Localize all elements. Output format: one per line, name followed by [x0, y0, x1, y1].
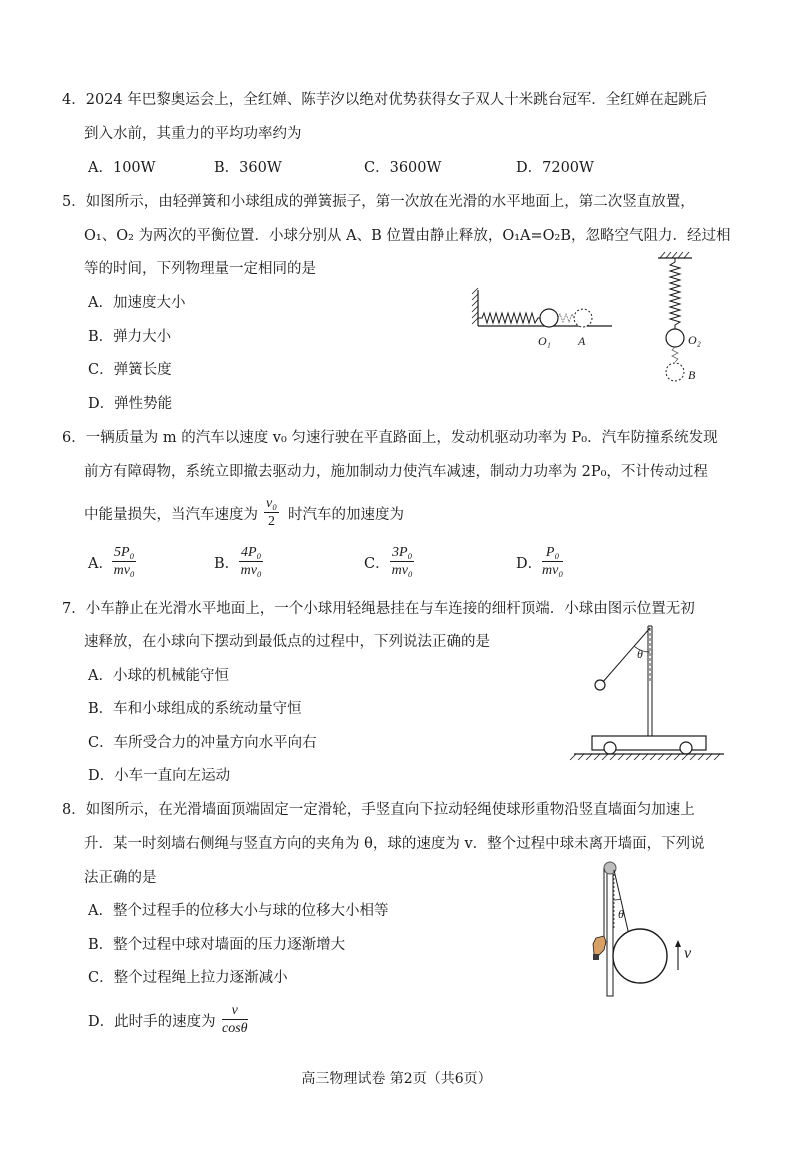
q5-stem-line1: 5．如图所示，由轻弹簧和小球组成的弹簧振子，第一次放在光滑的水平地面上，第二次竖直放置， [62, 194, 695, 210]
q6-fraction-den: 2 [268, 514, 276, 529]
q7-stem-line2: 速释放，在小球向下摆动到最低点的过程中，下列说法正确的是 [84, 634, 490, 650]
q8-stem-line1: 8．如图所示，在光滑墙面顶端固定一定滑轮，手竖直向下拉动轻绳使球形重物沿竖直墙面匀加速上 [62, 802, 695, 818]
q8-stem-line3: 法正确的是 [84, 870, 157, 886]
q8-label-theta: θ [618, 907, 624, 921]
q5-option-d: D．弹性势能 [88, 396, 173, 412]
q6-option-d-den: mv₀ [542, 563, 564, 578]
q6-stem-line2: 前方有障碍物，系统立即撤去驱动力，施加制动力使汽车减速，制动力功率为 2P₀，不计传动过程 [84, 464, 708, 480]
q5-option-a: A．加速度大小 [88, 295, 186, 311]
q7-option-c: C．车所受合力的冲量方向水平向右 [88, 735, 317, 751]
q4-stem-line2: 到入水前，其重力的平均功率约为 [84, 126, 302, 142]
q8-option-d-num: v [222, 1002, 248, 1020]
q5-label-a: A [578, 334, 586, 348]
q6-option-a-den: mv₀ [113, 563, 135, 578]
q6-option-a-num: 5P₀ [114, 545, 135, 560]
page-footer: 高三物理试卷 第2页（共6页） [301, 1071, 492, 1087]
q7-pendulum-cart-figure [568, 622, 728, 762]
q7-option-a: A．小球的机械能守恒 [88, 668, 229, 684]
q5-option-c: C．弹簧长度 [88, 362, 172, 378]
q8-stem-line2: 升．某一时刻墙右侧绳与竖直方向的夹角为 θ，球的速度为 v．整个过程中球未离开墙面，下列说 [84, 836, 705, 852]
q4-option-d: D．7200W [516, 160, 594, 176]
q7-label-theta: θ [637, 647, 643, 661]
q6-stem-line3-post: 时汽车的加速度为 [288, 507, 404, 523]
q6-option-d-num: P₀ [542, 544, 563, 562]
q6-option-c-label: C． [364, 556, 390, 572]
q8-option-a: A．整个过程手的位移大小与球的位移大小相等 [88, 903, 389, 919]
q6-option-d-label: D． [516, 556, 543, 572]
q8-option-d-pre: D．此时手的速度为 [88, 1014, 216, 1030]
q6-option-c-num: 3P₀ [392, 545, 413, 560]
q7-stem-line1: 7．小车静止在光滑水平地面上，一个小球用轻绳悬挂在与车连接的细杆顶端．小球由图示位置无初 [62, 601, 695, 617]
q8-option-c: C．整个过程绳上拉力逐渐减小 [88, 970, 288, 986]
q6-option-b-label: B． [214, 556, 240, 572]
q6-option-b-fraction [239, 544, 263, 579]
q8-option-b: B．整个过程中球对墙面的压力逐渐增大 [88, 937, 346, 953]
q6-stem-line3-pre: 中能量损失，当汽车速度为 [84, 507, 258, 523]
q8-option-d-den: cosθ [222, 1021, 248, 1036]
q8-option-d-fraction [222, 1002, 248, 1037]
q5-option-b: B．弹力大小 [88, 329, 172, 345]
q4-option-c: C．3600W [364, 160, 442, 176]
q6-option-b-den: mv₀ [240, 563, 262, 578]
q5-label-o2: O₂ [688, 333, 701, 347]
q4-option-b: B．360W [214, 160, 282, 176]
q6-option-a-fraction [112, 544, 136, 579]
q7-option-b: B．车和小球组成的系统动量守恒 [88, 701, 302, 717]
q6-option-c-fraction [390, 544, 414, 579]
q6-fraction-num: v₀ [266, 496, 278, 511]
q7-option-d: D．小车一直向左运动 [88, 768, 231, 784]
q5-label-o1: O₁ [538, 334, 551, 348]
q6-fraction-half-v0 [264, 495, 279, 530]
q5-stem-line2: O₁、O₂ 为两次的平衡位置．小球分别从 A、B 位置由静止释放，O₁A=O₂B，忽略空气阻力．经过相 [84, 228, 731, 244]
q6-stem-line1: 6．一辆质量为 m 的汽车以速度 v₀ 匀速行驶在平直路面上，发动机驱动功率为 P₀．汽车防撞系统发现 [62, 430, 718, 446]
q6-option-a-label: A． [88, 556, 113, 572]
q6-option-d-fraction [542, 544, 563, 579]
q5-vertical-spring-figure [652, 252, 712, 387]
q4-option-a: A．100W [88, 160, 156, 176]
q4-stem-line1: 4．2024 年巴黎奥运会上，全红婵、陈芋汐以绝对优势获得女子双人十米跳台冠军．全红婵在起跳后 [62, 92, 708, 108]
q6-option-b-num: 4P₀ [241, 545, 262, 560]
q5-label-b: B [688, 368, 696, 382]
q6-option-c-den: mv₀ [391, 563, 413, 578]
q5-stem-line3: 等的时间，下列物理量一定相同的是 [84, 261, 316, 277]
q8-pulley-wall-figure [588, 858, 698, 998]
q8-label-v: v [684, 945, 692, 962]
